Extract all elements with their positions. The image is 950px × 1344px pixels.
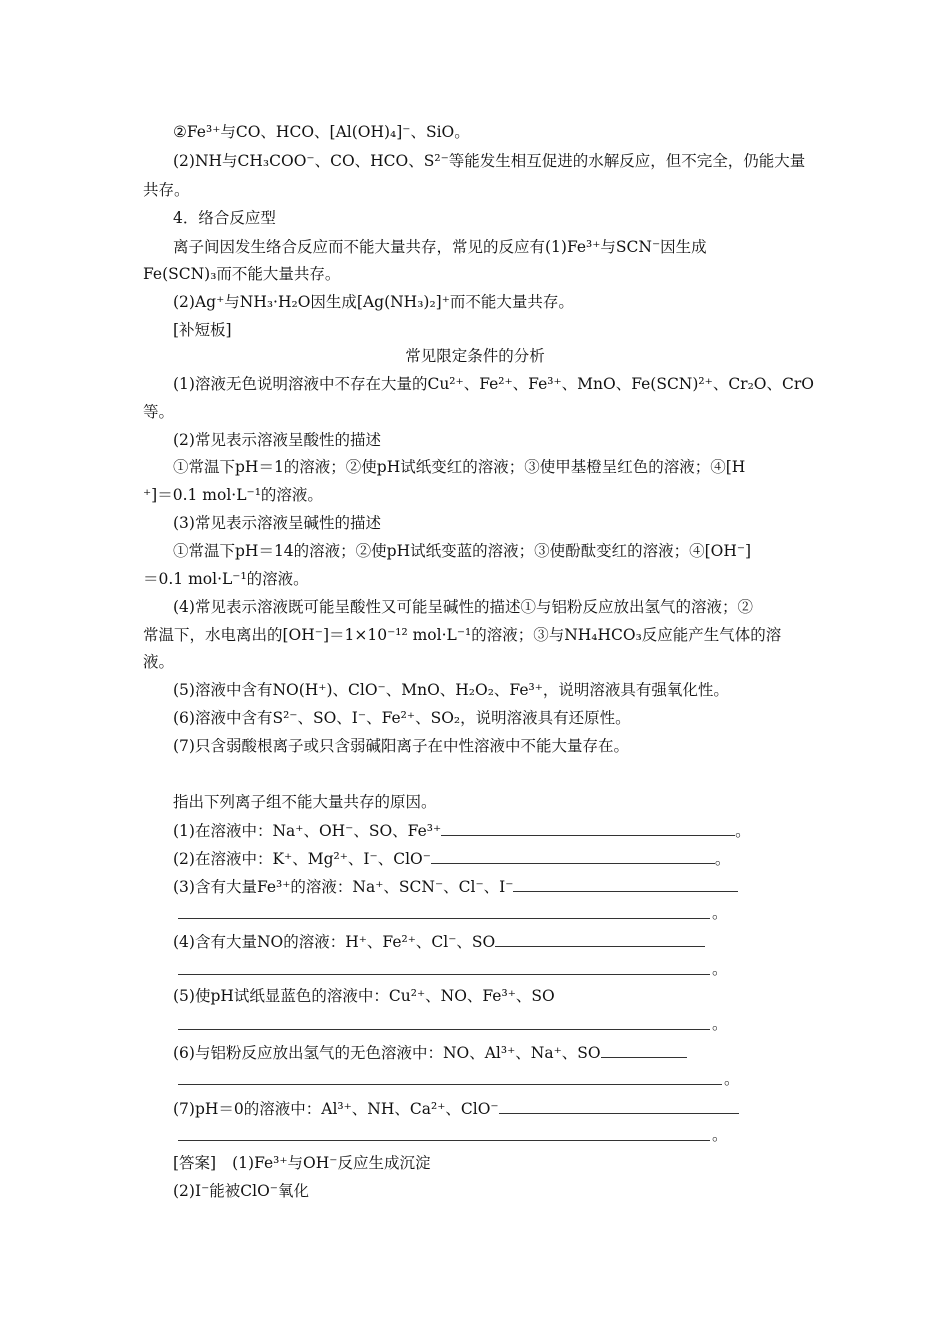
text-line: ＝0.1 mol·L⁻¹的溶液。 (143, 570, 309, 588)
text-line: (2)Ag⁺与NH₃·H₂O因生成[Ag(NH₃)₂]⁺而不能大量共存。 (173, 293, 574, 311)
answer-blank[interactable] (499, 1098, 739, 1114)
question-7 (173, 1098, 739, 1119)
text-line: (6)溶液中含有S²⁻、SO、I⁻、Fe²⁺、SO₂，说明溶液具有还原性。 (173, 709, 631, 727)
question-text: (1)在溶液中：Na⁺、OH⁻、SO、Fe³⁺ (173, 822, 442, 840)
answer-blank[interactable] (178, 1083, 722, 1085)
text-line: ①常温下pH＝14的溶液；②使pH试纸变蓝的溶液；③使酚酞变红的溶液；④[OH⁻] (173, 542, 752, 560)
text-line: 等。 (143, 403, 175, 421)
question-4 (173, 931, 705, 952)
answer-blank[interactable] (178, 1028, 710, 1030)
question-6 (173, 1042, 687, 1063)
answer-blank[interactable] (513, 876, 738, 892)
question-3 (173, 876, 738, 897)
period: 。 (712, 960, 728, 978)
answer-text: (1)Fe³⁺与OH⁻反应生成沉淀 (232, 1154, 431, 1172)
question-text: (4)含有大量NO的溶液：H⁺、Fe²⁺、Cl⁻、SO (173, 933, 496, 951)
answer-blank[interactable] (601, 1042, 687, 1058)
text-line: 液。 (143, 653, 175, 671)
text-line: (1)溶液无色说明溶液中不存在大量的Cu²⁺、Fe²⁺、Fe³⁺、MnO、Fe(SCN)²⁺、Cr₂O、CrO (173, 375, 814, 393)
text-line: (4)常见表示溶液既可能呈酸性又可能呈碱性的描述①与铝粉反应放出氢气的溶液；② (173, 598, 753, 616)
text-line: (7)只含弱酸根离子或只含弱碱阳离子在中性溶液中不能大量存在。 (173, 737, 629, 755)
answer-blank[interactable] (178, 973, 710, 975)
supplement-tag: [补短板] (173, 321, 232, 339)
answer-blank[interactable] (495, 931, 705, 947)
answer-tag: [答案] (173, 1154, 217, 1172)
answer-2: (2)I⁻能被ClO⁻氧化 (173, 1182, 309, 1200)
text-line: ①常温下pH＝1的溶液；②使pH试纸变红的溶液；③使甲基橙呈红色的溶液；④[H (173, 458, 746, 476)
exercise-prompt: 指出下列离子组不能大量共存的原因。 (173, 793, 437, 811)
period: 。 (735, 822, 751, 840)
question-text: (6)与铝粉反应放出氢气的无色溶液中：NO、Al³⁺、Na⁺、SO (173, 1044, 601, 1062)
period: 。 (714, 850, 731, 868)
question-text: (5)使pH试纸显蓝色的溶液中：Cu²⁺、NO、Fe³⁺、SO (173, 987, 555, 1005)
period: 。 (712, 1015, 728, 1033)
answer-blank[interactable] (431, 848, 715, 864)
answer-1 (173, 1153, 430, 1173)
text-line: ⁺]＝0.1 mol·L⁻¹的溶液。 (143, 486, 323, 504)
question-2 (173, 848, 730, 869)
text-line: 离子间因发生络合反应而不能大量共存，常见的反应有(1)Fe³⁺与SCN⁻因生成 (173, 238, 707, 256)
answer-blank[interactable] (178, 1139, 710, 1141)
text-line: (5)溶液中含有NO(H⁺)、ClO⁻、MnO、H₂O₂、Fe³⁺，说明溶液具有强氧化性。 (173, 681, 729, 699)
period: 。 (712, 1126, 728, 1144)
answer-blank[interactable] (178, 917, 710, 919)
answer-blank[interactable] (441, 820, 735, 836)
text-line: Fe(SCN)₃而不能大量共存。 (143, 265, 341, 283)
question-text: (3)含有大量Fe³⁺的溶液：Na⁺、SCN⁻、Cl⁻、I⁻ (173, 878, 514, 896)
question-5 (173, 986, 555, 1006)
text-line: 常温下，水电离出的[OH⁻]＝1×10⁻¹² mol·L⁻¹的溶液；③与NH₄HCO₃反应能产生气体的溶 (143, 626, 782, 644)
text-line: (2)NH与CH₃COO⁻、CO、HCO、S²⁻等能发生相互促进的水解反应，但不完全，仍能大量 (173, 152, 806, 170)
text-line: (2)常见表示溶液呈酸性的描述 (173, 431, 381, 449)
text-line: (3)常见表示溶液呈碱性的描述 (173, 514, 381, 532)
question-text: (2)在溶液中：K⁺、Mg²⁺、I⁻、ClO⁻ (173, 850, 431, 868)
text-line: 共存。 (143, 181, 190, 199)
text-line: ②Fe³⁺与CO、HCO、[Al(OH)₄]⁻、SiO。 (173, 123, 470, 141)
section-heading: 4．络合反应型 (173, 209, 276, 227)
period: 。 (724, 1070, 740, 1088)
question-1 (173, 820, 751, 841)
period: 。 (712, 904, 728, 922)
supplement-title: 常见限定条件的分析 (405, 347, 545, 365)
question-text: (7)pH＝0的溶液中：Al³⁺、NH、Ca²⁺、ClO⁻ (173, 1100, 499, 1118)
